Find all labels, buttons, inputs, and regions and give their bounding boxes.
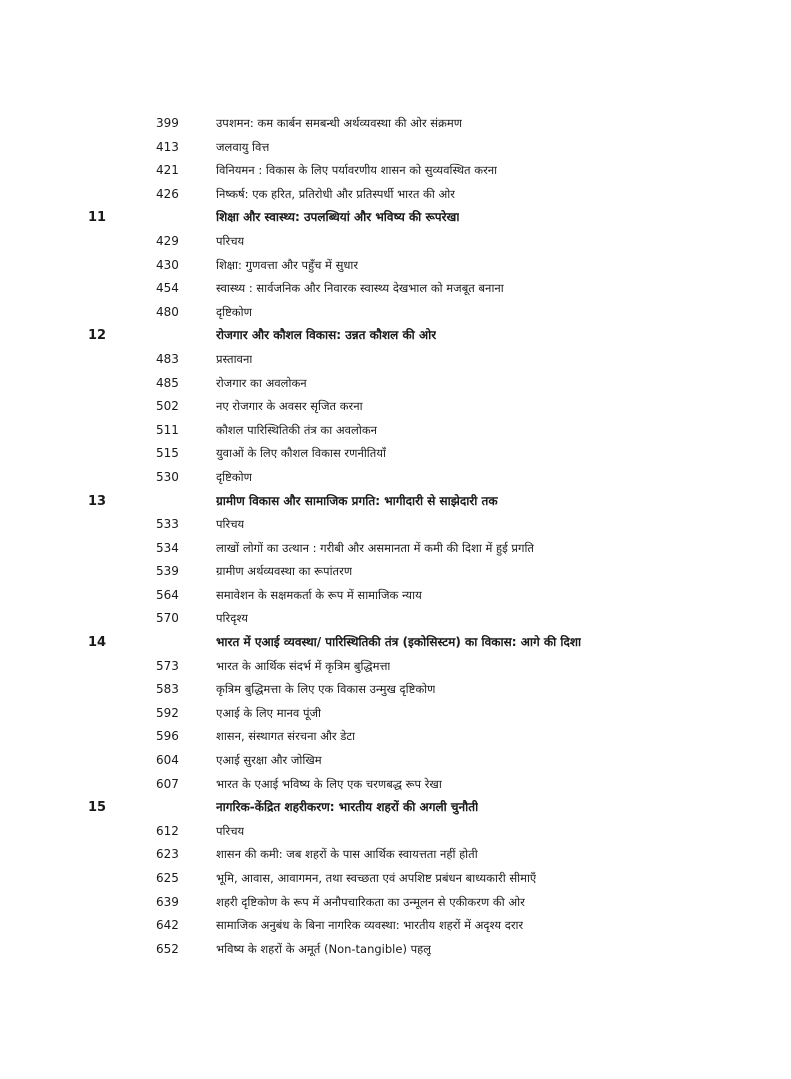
- section-title: नए रोजगार के अवसर सृजित करना: [216, 399, 363, 414]
- page-number: 429: [156, 233, 179, 248]
- page-number: 564: [156, 587, 179, 602]
- toc-section-row: [0, 867, 791, 891]
- toc-chapter-row: [0, 206, 791, 230]
- chapter-number: 12: [88, 328, 107, 344]
- page-number: 399: [156, 116, 179, 130]
- page-number: 454: [156, 281, 179, 296]
- page-number: 533: [156, 517, 179, 532]
- chapter-title: शिक्षा और स्वास्थ्य: उपलब्धियां और भविष्य की रूपरेखा: [216, 210, 460, 225]
- page-number: 642: [156, 918, 179, 933]
- toc-section-row: [0, 183, 791, 207]
- toc-section-row: [0, 159, 791, 183]
- toc-section-row: [0, 773, 791, 797]
- section-title: सामाजिक अनुबंध के बिना नागरिक व्यवस्था: भारतीय शहरों में अदृश्य दरार: [216, 918, 524, 933]
- toc-chapter-row: [0, 490, 791, 514]
- page-number: 502: [156, 399, 179, 414]
- section-title: परिदृश्य: [216, 611, 248, 626]
- toc-section-row: [0, 584, 791, 608]
- section-title: कृत्रिम बुद्धिमत्ता के लिए एक विकास उन्मुख दृष्टिकोण: [216, 682, 436, 697]
- page-number: 480: [156, 304, 179, 319]
- toc-section-row: [0, 891, 791, 915]
- section-title: प्रस्तावना: [216, 351, 253, 366]
- chapter-number: 11: [88, 210, 107, 226]
- chapter-number: 14: [88, 635, 107, 651]
- section-title: दृष्टिकोण: [216, 304, 252, 319]
- section-title: लाखों लोगों का उत्थान : गरीबी और असमानता में कमी की दिशा में हुई प्रगति: [216, 540, 534, 555]
- toc-chapter-row: [0, 631, 791, 655]
- toc-section-row: [0, 395, 791, 419]
- section-title: युवाओं के लिए कौशल विकास रणनीतियाँ: [216, 446, 386, 461]
- chapter-title: रोजगार और कौशल विकास: उन्नत कौशल की ओर: [216, 328, 437, 343]
- toc-section-row: [0, 820, 791, 844]
- page-number: 485: [156, 375, 179, 390]
- toc-section-row: [0, 419, 791, 443]
- toc-section-row: [0, 230, 791, 254]
- toc-section-row: [0, 843, 791, 867]
- section-title: ग्रामीण अर्थव्यवस्था का रूपांतरण: [216, 564, 353, 579]
- toc-section-row: [0, 938, 791, 962]
- toc-section-row: [0, 702, 791, 726]
- section-title: विनियमन : विकास के लिए पर्यावरणीय शासन को सुव्यवस्थित करना: [216, 163, 498, 178]
- page-number: 534: [156, 540, 179, 555]
- page-number: 430: [156, 257, 179, 272]
- section-title: भविष्य के शहरों के अमूर्त (Non-tangible) पहलू: [216, 941, 432, 956]
- page-number: 511: [156, 422, 179, 437]
- section-title: परिचय: [216, 823, 245, 838]
- section-title: शासन, संस्थागत संरचना और डेटा: [216, 729, 356, 744]
- toc-chapter-row: [0, 324, 791, 348]
- toc-section-row: [0, 254, 791, 278]
- toc-section-row: [0, 560, 791, 584]
- toc-section-row: [0, 136, 791, 160]
- toc-section-row: [0, 442, 791, 466]
- toc-section-row: [0, 301, 791, 325]
- section-title: भारत के आर्थिक संदर्भ में कृत्रिम बुद्धिमत्ता: [216, 658, 391, 673]
- chapter-title: नागरिक-केंद्रित शहरीकरण: भारतीय शहरों की अगली चुनौती: [216, 800, 479, 815]
- chapter-number: 13: [88, 493, 107, 509]
- page-number: 515: [156, 446, 179, 461]
- section-title: रोजगार का अवलोकन: [216, 375, 307, 390]
- section-title: एआई सुरक्षा और जोखिम: [216, 753, 322, 768]
- page-number: 639: [156, 894, 179, 909]
- section-title: भूमि, आवास, आवागमन, तथा स्वच्छता एवं अपशिष्ट प्रबंधन बाध्यकारी सीमाएँ: [216, 871, 537, 885]
- section-title: स्वास्थ्य : सार्वजनिक और निवारक स्वास्थ्य देखभाल को मजबूत बनाना: [216, 281, 504, 296]
- page-number: 652: [156, 941, 179, 956]
- toc-chapter-row: [0, 796, 791, 820]
- page-number: 612: [156, 823, 179, 838]
- section-title: शासन की कमी: जब शहरों के पास आर्थिक स्वायत्तता नहीं होती: [216, 847, 478, 862]
- section-title: उपशमन: कम कार्बन समबन्धी अर्थव्यवस्था की ओर संक्रमण: [216, 116, 463, 130]
- section-title: दृष्टिकोण: [216, 469, 252, 484]
- section-title: कौशल पारिस्थितिकी तंत्र का अवलोकन: [216, 422, 378, 437]
- section-title: एआई के लिए मानव पूंजी: [216, 705, 322, 720]
- chapter-number: 15: [88, 800, 107, 816]
- page-number: 421: [156, 163, 179, 178]
- section-title: परिचय: [216, 517, 245, 532]
- page-number: 604: [156, 753, 179, 768]
- toc-section-row: [0, 607, 791, 631]
- page-number: 596: [156, 729, 179, 744]
- toc-section-row: [0, 466, 791, 490]
- page-number: 426: [156, 186, 179, 201]
- page-number: 573: [156, 658, 179, 673]
- page-number: 623: [156, 847, 179, 862]
- chapter-title: ग्रामीण विकास और सामाजिक प्रगति: भागीदारी से साझेदारी तक: [216, 493, 498, 508]
- toc-section-row: [0, 725, 791, 749]
- toc-section-row: [0, 655, 791, 679]
- section-title: निष्कर्ष: एक हरित, प्रतिरोधी और प्रतिस्पर्धी भारत की ओर: [216, 186, 455, 201]
- toc-section-row: [0, 678, 791, 702]
- toc-section-row: [0, 372, 791, 396]
- section-title: शहरी दृष्टिकोण के रूप में अनौपचारिकता का उन्मूलन से एकीकरण की ओर: [216, 894, 525, 909]
- toc-section-row: [0, 537, 791, 561]
- toc-section-row: [0, 914, 791, 938]
- toc-section-row: [0, 348, 791, 372]
- page-number: 530: [156, 469, 179, 484]
- section-title: भारत के एआई भविष्य के लिए एक चरणबद्ध रूप रेखा: [216, 776, 442, 791]
- page-number: 592: [156, 705, 179, 720]
- section-title: जलवायु वित्त: [216, 139, 270, 154]
- toc-section-row: [0, 513, 791, 537]
- page-number: 483: [156, 351, 179, 366]
- chapter-title: भारत में एआई व्यवस्था/ पारिस्थितिकी तंत्र (इकोसिस्टम) का विकास: आगे की दिशा: [216, 635, 582, 650]
- page-number: 539: [156, 564, 179, 579]
- page-number: 413: [156, 139, 179, 154]
- section-title: परिचय: [216, 233, 245, 248]
- table-of-contents: [0, 112, 791, 961]
- toc-section-row: [0, 112, 791, 136]
- section-title: समावेशन के सक्षमकर्ता के रूप में सामाजिक न्याय: [216, 587, 422, 602]
- page-number: 570: [156, 611, 179, 626]
- toc-section-row: [0, 277, 791, 301]
- page-number: 583: [156, 682, 179, 697]
- toc-section-row: [0, 749, 791, 773]
- page-number: 625: [156, 871, 179, 885]
- page-number: 607: [156, 776, 179, 791]
- section-title: शिक्षा: गुणवत्ता और पहुँच में सुधार: [216, 257, 359, 272]
